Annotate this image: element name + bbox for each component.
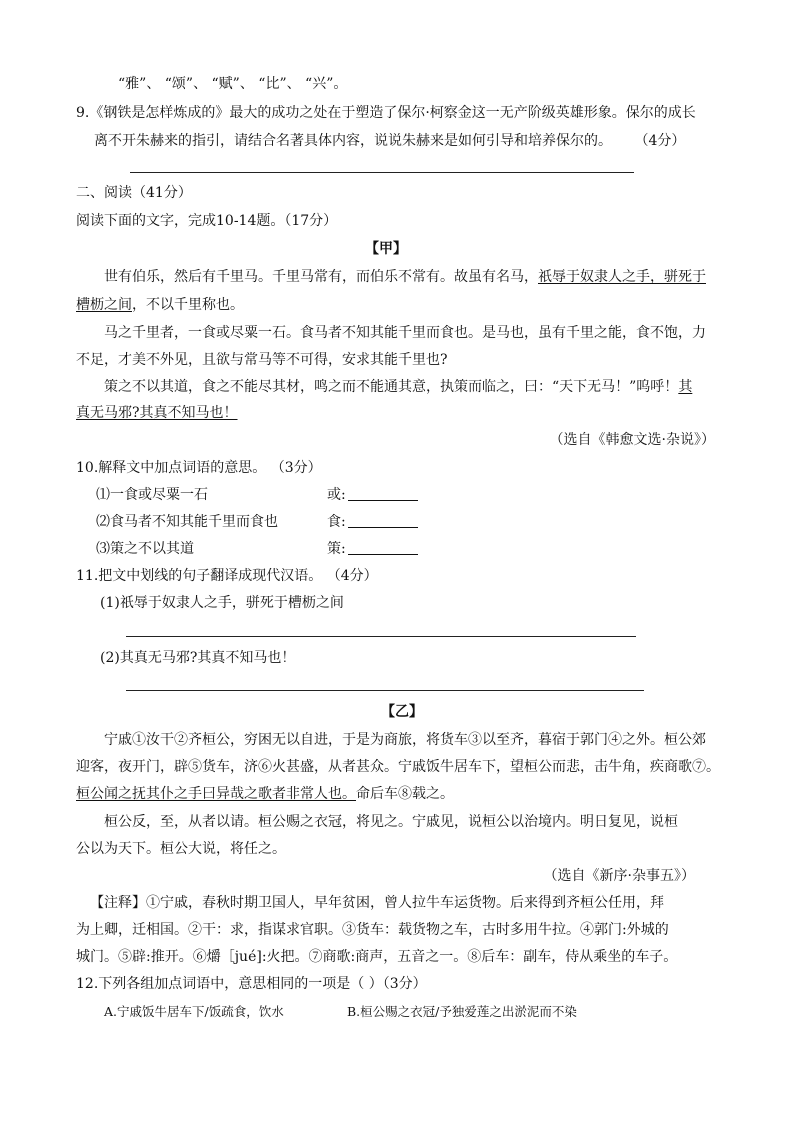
section-2-heading: 二、阅读（41分） [76,185,192,201]
question-10: 10.解释文中加点词语的意思。 （3分） [76,460,322,476]
answer-line-q9[interactable] [130,172,634,173]
notes-line2: 为上卿，迁相国。②干：求，指谋求官职。③货车：载货物之车，古时多用牛拉。④郭门:外城的 [76,922,669,938]
jia-p1-underlined: 祇辱于奴隶人之手，骈死于 [538,269,706,285]
notes-line3: 城门。⑤辟:推开。⑥爝［jué]:火把。⑦商歌:商声，五音之一。⑧后车：副车，侍从乘坐的车子。 [76,949,678,965]
q11-item-2: (2)其真无马邪?其真不知马也！ [100,650,296,666]
passage-jia-title: 【甲】 [365,241,407,257]
jia-p3-underlined-cont: 真无马邪?其真不知马也！ [76,405,238,421]
q10-key-3: 策: [327,541,346,557]
q10-answer-2 [327,512,418,532]
jia-p1-line2 [76,295,244,315]
q12-option-b[interactable]: B.桓公赐之衣冠/予独爱莲之出淤泥而不染 [347,1004,577,1019]
yi-p1-line2: 迎客，夜开门，辟⑤货车，济⑥火甚盛，从者甚众。宁戚饭牛居车下，望桓公而悲，击牛角，疾商歌⑦。 [76,759,720,775]
source-yi: （选自《新序·杂事五》） [543,868,695,884]
passage-yi-title: 【乙】 [381,704,423,720]
jia-p3-underlined: 其 [678,379,693,395]
q10-blank-2[interactable] [348,513,418,528]
yi-p2-line2: 公以为天下。桓公大说，将任之。 [76,841,286,857]
q10-item-1: ⑴一食或尽粟一石 [96,487,208,503]
q10-key-2: 食: [327,514,346,530]
jia-p3-line2 [76,403,238,423]
q10-answer-1 [327,485,418,505]
source-jia: （选自《韩愈文选·杂说》） [549,432,715,448]
answer-line-q11-2[interactable] [126,690,644,691]
q10-item-2: ⑵食马者不知其能千里而食也 [96,514,278,530]
jia-p2-line2: 不足，才美不外见，且欲与常马等不可得，安求其能千里也? [76,352,448,368]
notes-line1: 【注释】①宁戚，春秋时期卫国人，早年贫困，曾人拉牛车运货物。后来得到齐桓公任用，拜 [90,895,664,911]
jia-p1-text: 世有伯乐，然后有千里马。千里马常有，而伯乐不常有。故虽有名马， [104,269,538,285]
question-9-line1: 9.《钢铁是怎样炼成的》最大的成功之处在于塑造了保尔·柯察金这一无产阶级英雄形象。保尔的成长 [76,105,696,121]
question-12: 12.下列各组加点词语中，意思相同的一项是（ ）（3分） [76,976,427,992]
jia-p1-line1 [104,267,706,287]
reading-instruction: 阅读下面的文字，完成10-14题。（17分） [76,213,338,229]
q10-answer-3 [327,539,418,559]
jia-p2-line1: 马之千里者，一食或尽粟一石。食马者不知其能千里而食也。是马也，虽有千里之能，食不饱，力 [104,325,706,341]
yi-p1-tail: 命后车⑧载之。 [356,786,454,802]
question-9-line2 [94,131,685,151]
question-9-text: 离不开朱赫来的指引，请结合名著具体内容，说说朱赫来是如何引导和培养保尔的。 [94,133,612,149]
jia-p1-underlined-cont: 槽枥之间 [76,297,132,313]
jia-p3-text: 策之不以其道，食之不能尽其材，鸣之而不能通其意，执策而临之，曰：“天下无马！”呜呼！ [104,379,679,395]
q11-item-1: (1)祇辱于奴隶人之手，骈死于槽枥之间 [100,595,344,611]
q10-item-3: ⑶策之不以其道 [96,541,194,557]
q10-blank-1[interactable] [348,486,418,501]
answer-line-q11-1[interactable] [126,636,636,637]
yi-p1-line1: 宁戚①汝干②齐桓公，穷困无以自进，于是为商旅，将货车③以至齐，暮宿于郭门④之外。桓公郊 [104,732,706,748]
yi-p2-line1: 桓公反，至，从者以请。桓公赐之衣冠，将见之。宁戚见，说桓公以治境内。明日复见，说桓 [104,814,678,830]
jia-p3-line1 [104,377,692,397]
jia-p1-tail: ，不以千里称也。 [132,297,244,313]
question-9-points: （4分） [634,133,686,149]
poetry-terms-line: “雅”、 “颂”、 “赋”、 “比”、 “兴”。 [118,76,348,92]
yi-p1-underlined: 桓公闻之抚其仆之手曰异哉之歌者非常人也。 [76,786,356,802]
q10-blank-3[interactable] [348,540,418,555]
q12-option-a[interactable]: A.宁戚饭牛居车下/饭疏食，饮水 [104,1004,284,1019]
yi-p1-line3 [76,784,454,804]
q10-key-1: 或: [327,487,346,503]
question-11: 11.把文中划线的句子翻译成现代汉语。 （4分） [76,568,378,584]
